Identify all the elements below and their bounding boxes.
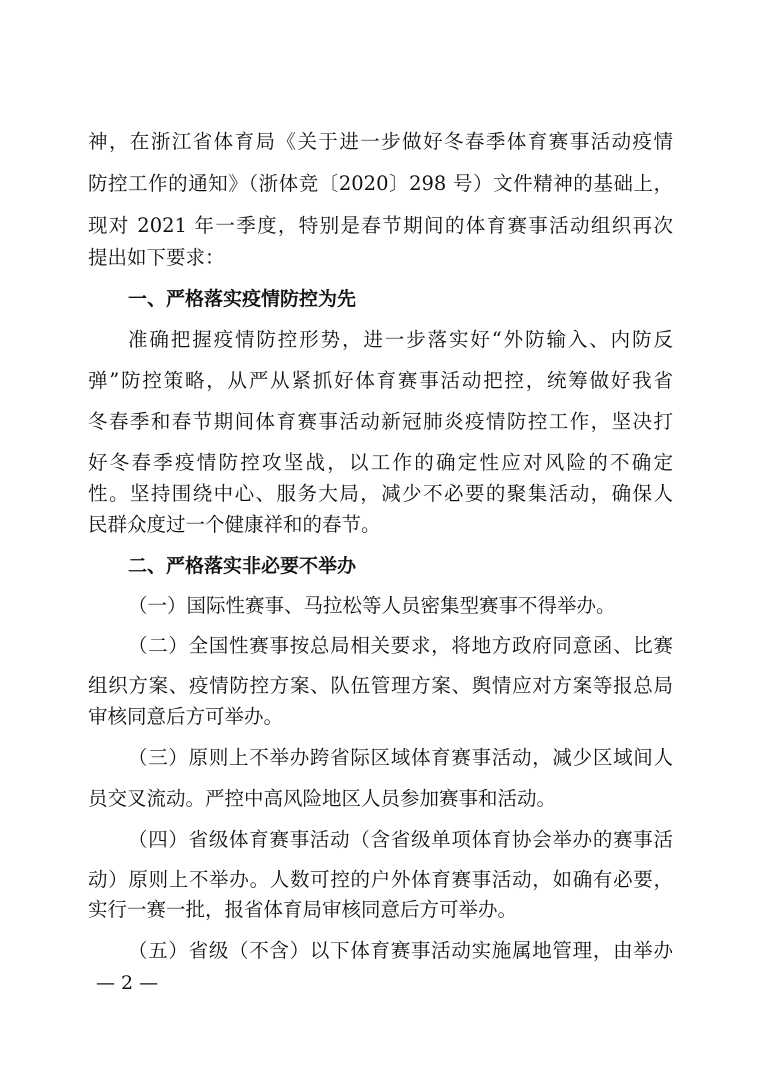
body-text-line: 冬春季和春节期间体育赛事活动新冠肺炎疫情防控工作，坚决打 <box>88 410 673 433</box>
body-text-line: 员交叉流动。严控中高风险地区人员参加赛事和活动。 <box>88 787 557 810</box>
list-item-line: （三）原则上不举办跨省际区域体育赛事活动，减少区域间人 <box>128 746 673 769</box>
body-text-line: 现对 2021 年一季度，特别是春节期间的体育赛事活动组织再次 <box>88 214 673 237</box>
body-text-line: 动）原则上不举办。人数可控的户外体育赛事活动，如确有必要， <box>88 868 673 891</box>
body-text-line: 准确把握疫情防控形势，进一步落实好“外防输入、内防反 <box>128 328 673 351</box>
list-item-line: （一）国际性赛事、马拉松等人员密集型赛事不得举办。 <box>128 594 616 617</box>
list-item-line: （二）全国性赛事按总局相关要求，将地方政府同意函、比赛 <box>128 634 673 657</box>
body-text-line: 防控工作的通知》（浙体竞〔2020〕298 号）文件精神的基础上， <box>88 172 673 195</box>
body-text-line: 弹”防控策略，从严从紧抓好体育赛事活动把控，统筹做好我省 <box>88 369 673 392</box>
body-text-line: 神，在浙江省体育局《关于进一步做好冬春季体育赛事活动疫情 <box>88 130 673 153</box>
body-text-line: 组织方案、疫情防控方案、队伍管理方案、舆情应对方案等报总局 <box>88 674 673 697</box>
body-text-line: 好冬春季疫情防控攻坚战，以工作的确定性应对风险的不确定 <box>88 451 673 474</box>
page-number: — 2 — <box>96 972 159 994</box>
body-text-line: 实行一赛一批，报省体育局审核同意后方可举办。 <box>88 898 518 921</box>
body-text-line: 提出如下要求： <box>88 246 225 269</box>
body-text-line: 性。坚持围绕中心、服务大局，减少不必要的聚集活动，确保人 <box>88 482 673 505</box>
section-heading-1: 一、严格落实疫情防控为先 <box>128 288 357 310</box>
list-item-line: （四）省级体育赛事活动（含省级单项体育协会举办的赛事活 <box>128 828 673 851</box>
body-text-line: 民群众度过一个健康祥和的春节。 <box>88 513 381 536</box>
section-heading-2: 二、严格落实非必要不举办 <box>128 555 357 577</box>
list-item-line: （五）省级（不含）以下体育赛事活动实施属地管理，由举办 <box>128 939 673 962</box>
body-text-line: 审核同意后方可举办。 <box>88 705 284 728</box>
